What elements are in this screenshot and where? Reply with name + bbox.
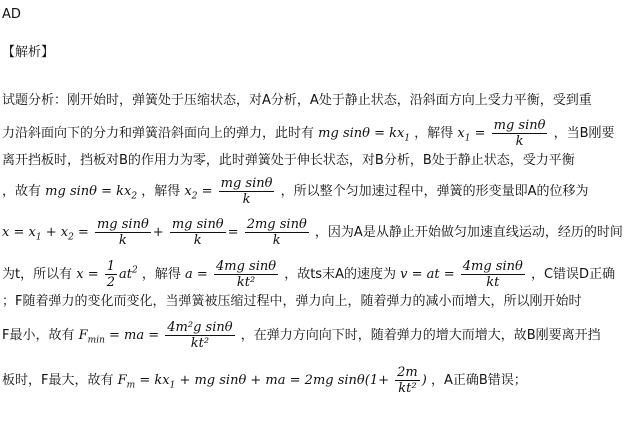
text-line-7: ；F随着弹力的变化而变化，当弹簧被压缩过程中，弹力向上，随着弹力的减小而增大，所以刚开始时 [2, 294, 582, 309]
analysis-heading: 【解析】 [2, 45, 55, 60]
text-line-8: F最小，故有 $F_{min}$ = ma = $\frac{\text{4m²g sinθ}}{\text{kt²}}$ ，在弹力方向向下时，随着弹力的增大而增大，故B刚要离开挡 [2, 320, 601, 351]
text-line-4: ，故有 mg $\sin\theta = kx_2$ ，解得 $x_2$ = $\frac{\text{mg sinθ}}{k}$ ，所以整个匀加速过程中，弹簧的形变量即A的位移为 [2, 176, 589, 207]
text-line-3: 离开挡板时，挡板对B的作用力为零，此时弹簧处于伸长状态，对B分析，B处于静止状态，受力平衡 [2, 153, 575, 168]
text-line-2: 力沿斜面向下的分力和弹簧沿斜面向上的弹力，此时有 mg $\sin\theta = kx_1$ ，解得 $x_1$ = $\frac{\text{mg sinθ}}{k}$ ，当B刚要 [2, 118, 615, 149]
text-line-9: 板时，F最大，故有 $F_m = kx_1$ + mg sinθ + ma = 2mg sinθ(1+ $\frac{2m}{\text{kt²}}$ ) ，A正确B错误； [2, 365, 527, 396]
answer: AD [2, 7, 21, 22]
text-line-6: 为t，所以有 x = $\frac{1}{2}$ $at^2$ ，解得 a = $\frac{\text{4mg sinθ}}{\text{kt²}}$ ，故ts末A的速度为 v = at = $\frac{\text{4mg sinθ}}{kt}$ ，C错误D正确 [2, 259, 616, 290]
text-line-5: $x = x_1 + x_2$ = $\frac{\text{mg sinθ}}{k}$ + $\frac{\text{mg sinθ}}{k}$ = $\frac{\text{2mg sinθ}}{k}$ ，因为A是从静止开始做匀加速直线运动，经历的时间 [2, 217, 623, 248]
text-line-1: 试题分析：刚开始时，弹簧处于压缩状态，对A分析，A处于静止状态，沿斜面方向上受力平衡，受到重 [2, 93, 592, 108]
